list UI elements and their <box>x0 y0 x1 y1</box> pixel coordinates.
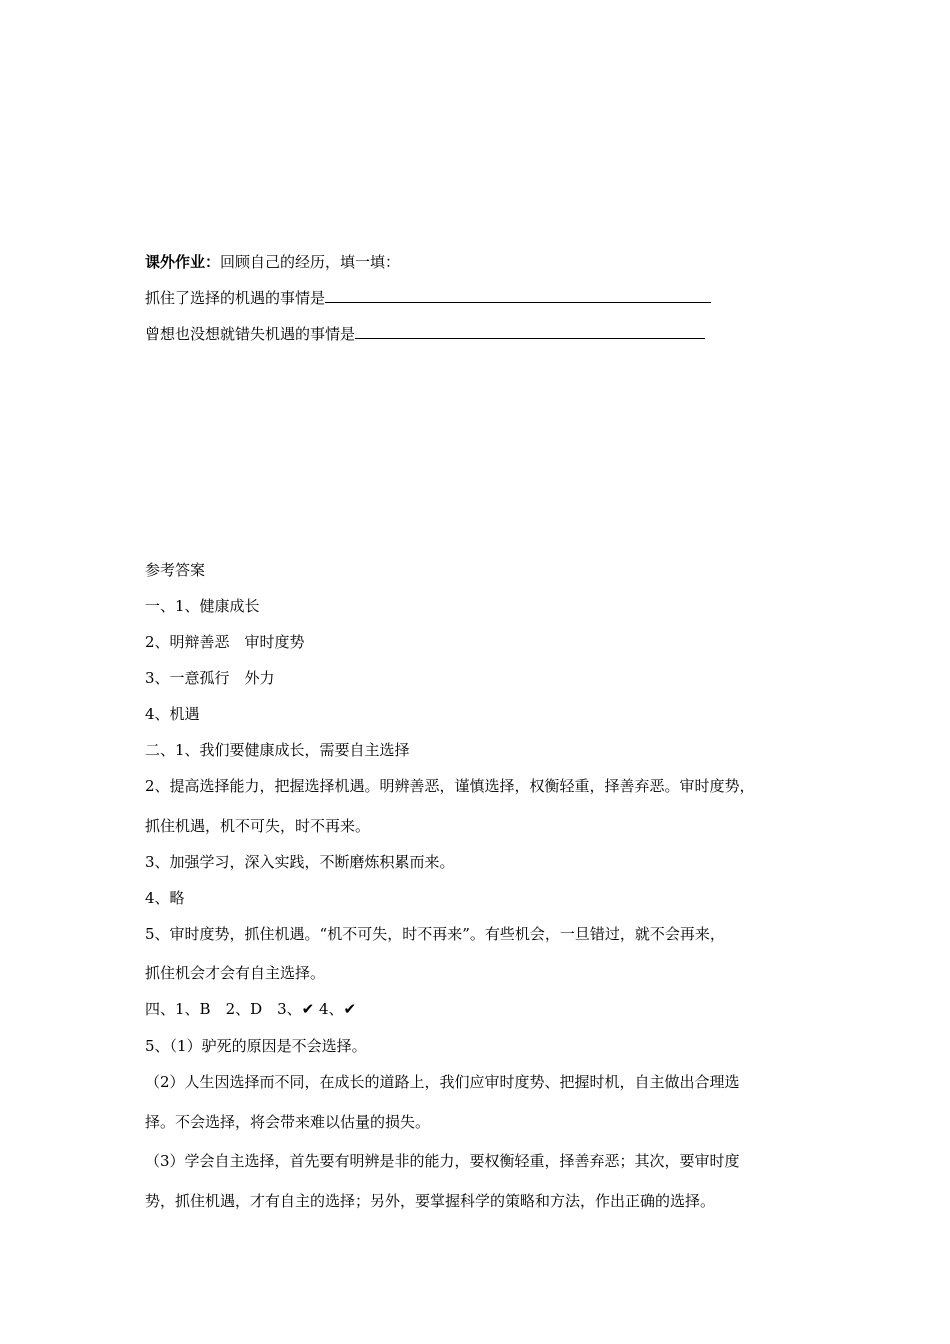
answer-line: 势，抓住机遇，才有自主的选择；另外，要掌握科学的策略和方法，作出正确的选择。 <box>145 1192 716 1210</box>
answer-line: 3、一意孤行 外力 <box>145 669 275 687</box>
answers-title: 参考答案 <box>145 561 206 579</box>
answer-line: （2）人生因选择而不同，在成长的道路上，我们应审时度势、把握时机，自主做出合理选 <box>145 1073 740 1091</box>
homework-item-2-text: 曾想也没想就错失机遇的事情是 <box>145 325 356 343</box>
answer-line: 3、加强学习，深入实践，不断磨炼积累而来。 <box>145 853 455 871</box>
homework-prompt <box>145 252 400 272</box>
answer-line: 四、1、B 2、D 3、✔ 4、✔ <box>145 1000 357 1018</box>
fill-in-blank-2[interactable] <box>355 324 705 339</box>
answer-line: 4、略 <box>145 889 185 907</box>
fill-in-blank-1[interactable] <box>325 288 711 303</box>
answer-line: 择。不会选择，将会带来难以估量的损失。 <box>145 1113 431 1131</box>
answer-line: 抓住机会才会有自主选择。 <box>145 964 326 982</box>
answer-line: 一、1、健康成长 <box>145 597 260 615</box>
answer-line: 5、审时度势，抓住机遇。“机不可失，时不再来”。有些机会，一旦错过，就不会再来， <box>145 925 725 943</box>
homework-instruction: 回顾自己的经历，填一填： <box>220 253 401 271</box>
homework-item-1 <box>145 288 711 308</box>
homework-item-1-text: 抓住了选择的机遇的事情是 <box>145 289 326 307</box>
answer-line: 2、明辩善恶 审时度势 <box>145 633 305 651</box>
answer-line: 5、（1）驴死的原因是不会选择。 <box>145 1037 367 1055</box>
homework-item-2 <box>145 324 705 344</box>
answer-line: 抓住机遇，机不可失，时不再来。 <box>145 817 371 835</box>
answer-line: 2、提高选择能力，把握选择机遇。明辨善恶，谨慎选择，权衡轻重，择善弃恶。审时度势， <box>145 777 755 795</box>
answer-line: 4、机遇 <box>145 705 200 723</box>
answer-line: 二、1、我们要健康成长，需要自主选择 <box>145 741 410 759</box>
answer-line: （3）学会自主选择，首先要有明辨是非的能力，要权衡轻重，择善弃恶；其次，要审时度 <box>145 1152 740 1170</box>
homework-heading: 课外作业： <box>145 253 221 271</box>
